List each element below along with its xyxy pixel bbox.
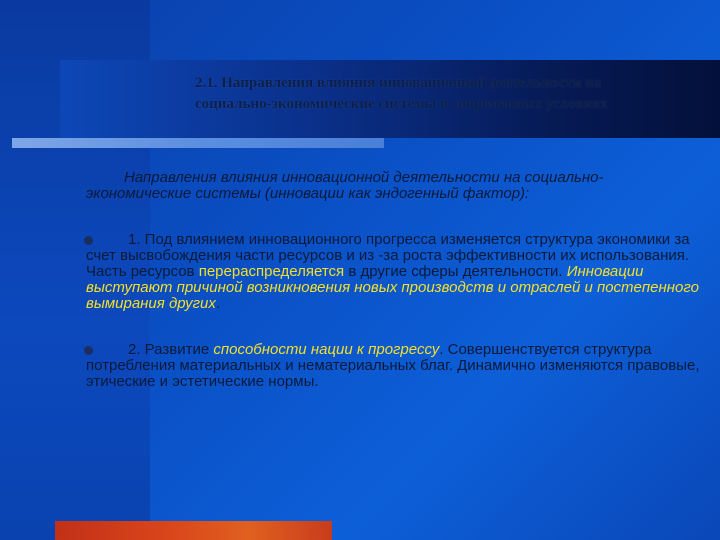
bullet-2-text-b: . Совершенствуется структура потребления материальных и нематериальных благ. Динамично изменяются правовые, этические и эстетические нормы. (86, 341, 700, 390)
slide-content (86, 170, 706, 420)
slide-title-line-1: 2.1. Направления влияния инновационной деятельности на (195, 75, 602, 91)
bullet-dot-icon (84, 236, 93, 245)
bullet-item-1 (86, 232, 706, 312)
bullet-item-2 (86, 342, 706, 390)
bullet-1-highlight-b: Инновации выступают причиной возникновения новых производств и отраслей и постепенного вымирания других (86, 263, 699, 312)
bullet-dot-icon (84, 346, 93, 355)
bottom-accent-bar (55, 521, 332, 540)
bullet-2-text-a: 2. Развитие (128, 341, 214, 358)
accent-bar (12, 138, 384, 148)
bullet-2-highlight-a: способности нации к прогрессу (213, 341, 440, 358)
slide-title (195, 73, 705, 115)
bullet-1-text-c: . (215, 295, 221, 312)
bullet-1-highlight-a: перераспределяется (198, 263, 345, 280)
slide-title-line-2: социально-экономические системы в современных условиях (195, 96, 608, 112)
bullet-1-text-b: в другие сферы деятельности. (344, 263, 567, 280)
intro-paragraph: Направления влияния инновационной деятельности на социально-экономические системы (инновации как эндогенный фактор): (86, 169, 604, 202)
bullet-1-text-a: 1. Под влиянием инновационного прогресса изменяется структура экономики за счет высвобождения части ресурсов и из -за роста эффективности их использования. Часть ресурсов (86, 231, 690, 280)
